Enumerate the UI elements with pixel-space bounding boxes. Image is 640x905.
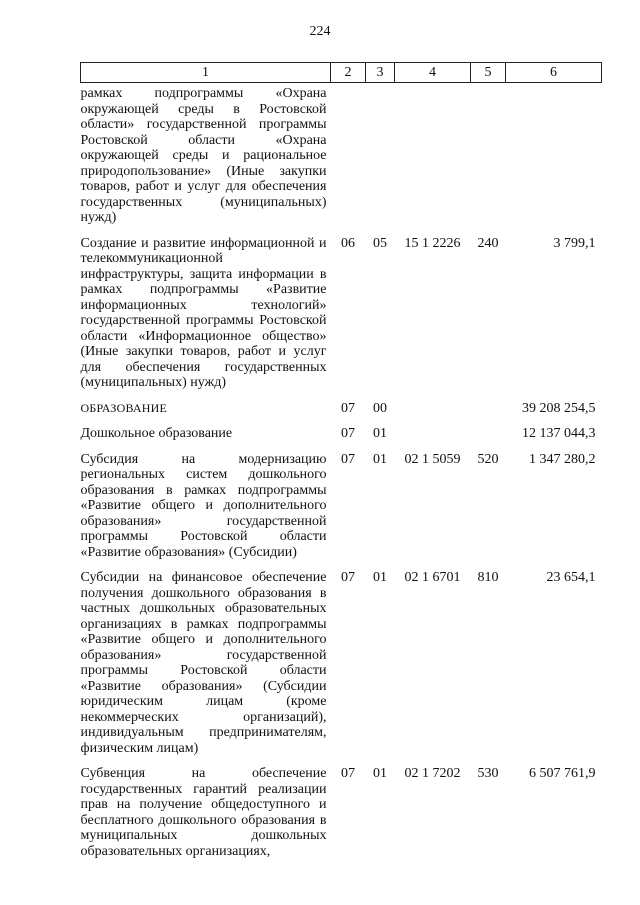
table-row [81,766,602,859]
row-target-item: 15 1 2226 [404,235,461,251]
row-section: 07 [341,451,355,467]
row-expense-type: 520 [477,451,499,467]
row-subsection: 01 [373,451,387,467]
row-expense-type [471,401,506,427]
header-col-3: 3 [366,63,395,83]
budget-table [80,62,602,859]
row-expense-type: 810 [477,570,499,585]
header-col-1: 1 [81,63,331,83]
row-description: Субсидия на модернизацию региональных систем дошкольного образования в рамках подпрограммы «Развитие общего и дополнительного образования» государственной программы Ростовской области «Развитие образования» (Субсидии) [80,451,327,560]
row-section: 06 [341,235,355,251]
row-subsection: 05 [373,235,387,251]
row-description: ОБРАЗОВАНИЕ [80,400,168,415]
row-subsection: 00 [373,400,387,416]
header-col-5: 5 [471,63,506,83]
header-col-6: 6 [506,63,602,83]
page-number: 224 [309,24,331,39]
row-section: 07 [341,400,355,416]
row-subsection: 01 [373,426,387,441]
row-target-item [395,401,471,427]
row-amount: 3 799,1 [553,235,596,251]
row-description: Субсидии на финансовое обеспечение получения дошкольного образования в частных дошкольных образовательных организациях в рамках подпрограммы «Развитие общего и дополнительного образования» государственной программы Ростовской области «Развитие образования» (Субсидии юридическим лицам (кроме некоммерческих организаций), индивидуальным предпринимателям, физическим лицам) [80,570,327,756]
row-target-item: 02 1 5059 [404,451,461,467]
row-target-item [395,83,471,236]
table-row [81,83,602,236]
row-target-item: 02 1 6701 [404,570,461,585]
header-row [81,63,602,83]
table-row [81,236,602,401]
row-section: 07 [341,766,355,781]
row-expense-type: 530 [477,766,499,781]
row-expense-type [471,83,506,236]
row-section: 07 [341,570,355,585]
row-target-item: 02 1 7202 [404,766,461,781]
table-row [81,452,602,571]
row-amount: 23 654,1 [546,570,596,585]
row-subsection: 01 [373,766,387,781]
row-amount [506,83,602,236]
row-expense-type [471,426,506,452]
row-description: рамках подпрограммы «Охрана окружающей среды в Ростовской области» государственной программы Ростовской области «Охрана окружающей среды и рациональное природопользование» (Иные закупки товаров, работ и услуг для обеспечения государственных (муниципальных) нужд) [80,86,327,225]
row-description: Создание и развитие информационной и телекоммуникационной инфраструктуры, защита информации в рамках подпрограммы «Развитие информационных технологий» государственной программы Ростовской области «Информационное общество» (Иные закупки товаров, работ и услуг для обеспечения государственных (муниципальных) нужд) [80,235,327,390]
row-subsection [366,83,395,236]
table-row [81,570,602,766]
row-amount: 39 208 254,5 [522,400,596,416]
row-target-item [395,426,471,452]
table-header [81,63,602,83]
header-col-2: 2 [331,63,366,83]
row-description: Субвенция на обеспечение государственных гарантий реализации прав на получение общедоступного и бесплатного дошкольного образования в муниципальных дошкольных образовательных организациях, [80,766,327,859]
row-expense-type: 240 [477,235,499,251]
table-row [81,401,602,427]
row-section: 07 [341,426,355,441]
row-amount: 12 137 044,3 [522,426,596,441]
row-description: Дошкольное образование [80,426,233,441]
header-col-4: 4 [395,63,471,83]
table-row [81,426,602,452]
row-section [331,83,366,236]
table-body [81,83,602,860]
row-amount: 6 507 761,9 [529,766,596,781]
row-amount: 1 347 280,2 [529,451,596,467]
row-subsection: 01 [373,570,387,585]
